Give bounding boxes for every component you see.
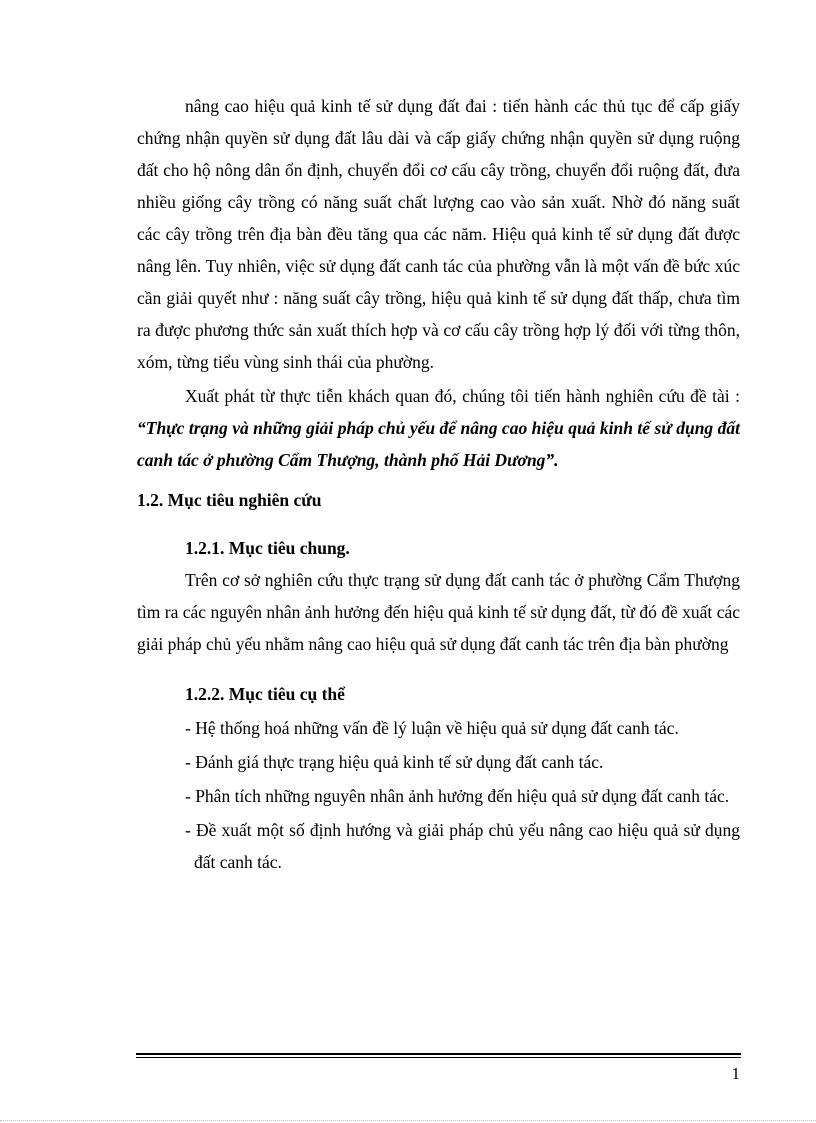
subsection-heading-general-objective: 1.2.1. Mục tiêu chung. [185, 538, 350, 558]
subsection-heading-specific-objectives: 1.2.2. Mục tiêu cụ thể [185, 684, 345, 704]
research-topic-intro: Xuất phát từ thực tiễn khách quan đó, chúng tôi tiến hành nghiên cứu đề tài : [185, 386, 740, 406]
list-item: - Phân tích những nguyên nhân ảnh hưởng đến hiệu quả sử dụng đất canh tác. [185, 786, 730, 806]
list-item: - Hệ thống hoá những vấn đề lý luận về hiệu quả sử dụng đất canh tác. [185, 718, 679, 738]
paragraph-general-objective: Trên cơ sở nghiên cứu thực trạng sử dụng đất canh tác ở phường Cẩm Thượng tìm ra các nguyên nhân ảnh hưởng đến hiệu quả kinh tế sử dụng đất, từ đó đề xuất các giải pháp chủ yếu nhằm nâng cao hiệu quả sử dụng đất canh tác trên địa bàn phường [137, 570, 740, 654]
research-topic-title: “Thực trạng và những giải pháp chủ yếu để nâng cao hiệu quả kinh tế sử dụng đất canh tác ở phường Cẩm Thượng, thành phố Hải Dương”. [137, 418, 740, 470]
list-item: - Đề xuất một số định hướng và giải pháp chủ yếu nâng cao hiệu quả sử dụng đất canh tác. [185, 820, 740, 872]
list-item: - Đánh giá thực trạng hiệu quả kinh tế sử dụng đất canh tác. [185, 752, 604, 772]
page-edge-line [0, 1120, 816, 1121]
page-number: 1 [731, 1064, 740, 1083]
footer-divider-thin [136, 1057, 741, 1058]
paragraph-context: nâng cao hiệu quả kinh tế sử dụng đất đai : tiến hành các thủ tục để cấp giấy chứng nhận quyền sử dụng đất lâu dài và cấp giấy chứng nhận quyền sử dụng ruộng đất cho hộ nông dân ổn định, chuyển đổi cơ cấu cây trồng, chuyển đổi ruộng đất, đưa nhiều giống cây trồng có năng suất chất lượng cao vào sản xuất. Nhờ đó năng suất các cây trồng trên địa bàn đều tăng qua các năm. Hiệu quả kinh tế sử dụng đất được nâng lên. Tuy nhiên, việc sử dụng đất canh tác của phường vẫn là một vấn đề bức xúc cần giải quyết như : năng suất cây trồng, hiệu quả kinh tế sử dụng đất thấp, chưa tìm ra được phương thức sản xuất thích hợp và cơ cấu cây trồng hợp lý đối với từng thôn, xóm, từng tiểu vùng sinh thái của phường. [137, 96, 740, 372]
section-heading-research-objectives: 1.2. Mục tiêu nghiên cứu [137, 490, 322, 510]
footer-divider-thick [136, 1053, 741, 1055]
page-body [137, 90, 740, 880]
paragraph-research-topic [137, 380, 740, 476]
specific-objectives-list [185, 712, 740, 878]
